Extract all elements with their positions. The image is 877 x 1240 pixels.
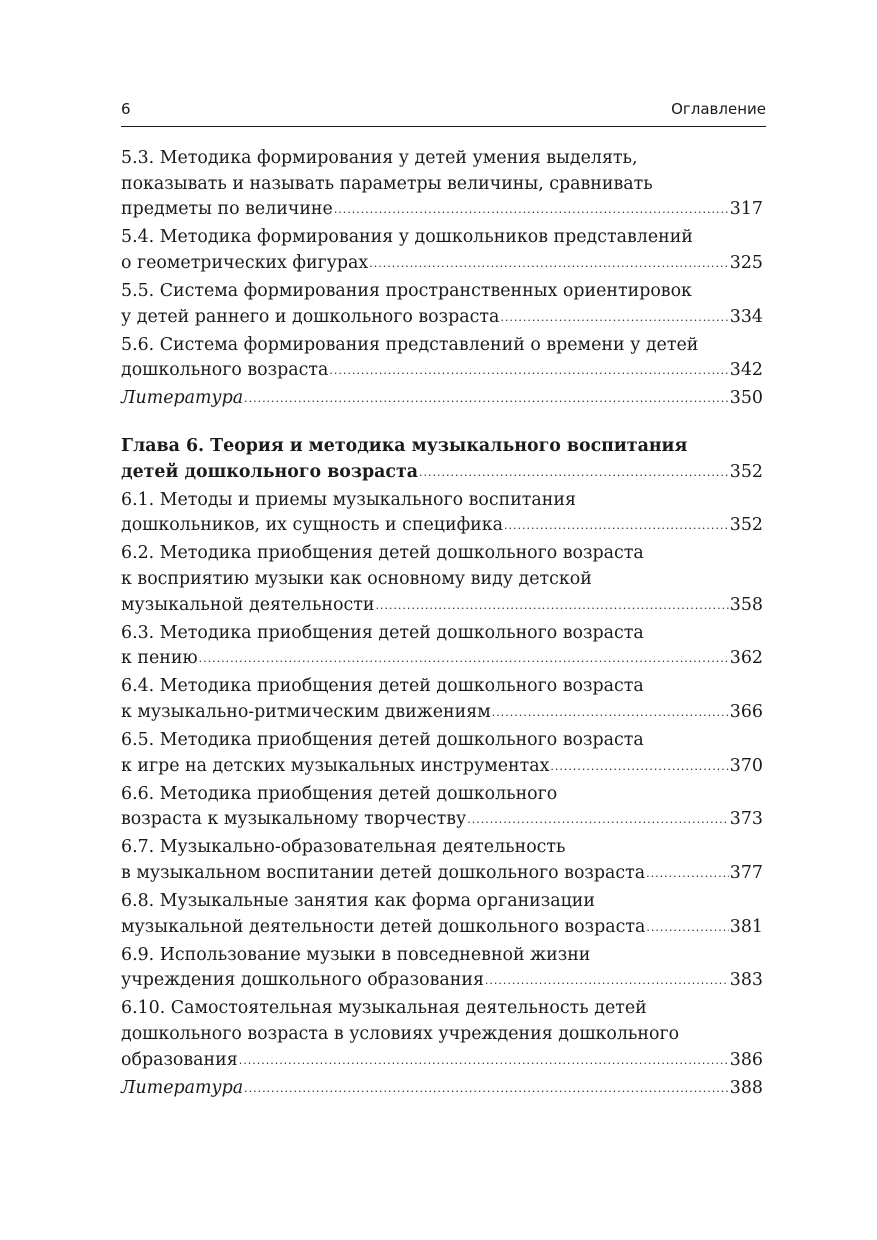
dot-leader <box>492 699 729 726</box>
dot-leader <box>500 304 728 331</box>
toc-entry-6-7[interactable] <box>121 835 763 887</box>
toc-entry-last-line: Литература <box>121 388 244 409</box>
toc-entry-last-line: в музыкальном воспитании детей дошкольного возраста <box>121 862 646 883</box>
toc-entry-line: 6.6. Методика приобщения детей дошкольного <box>121 783 558 804</box>
toc-entry-last-line: учреждения дошкольного образования <box>121 970 484 991</box>
toc-entry-last-line: музыкальной деятельности детей дошкольного возраста <box>121 916 646 937</box>
toc-entry-6-4[interactable] <box>121 674 763 726</box>
toc-entry-line: 5.6. Система формирования представлений о времени у детей <box>121 334 699 355</box>
dot-leader <box>504 512 729 539</box>
toc-entry-line: 6.7. Музыкально-образовательная деятельность <box>121 837 566 858</box>
toc-entry-last-line: дошкольного возраста <box>121 360 329 381</box>
toc-entry-line: 5.5. Система формирования пространственных ориентировок <box>121 280 692 301</box>
dot-leader <box>244 385 729 412</box>
dot-leader <box>199 645 729 672</box>
toc-page-number: 370 <box>729 755 763 776</box>
toc-entry-line: к восприятию музыки как основному виду детской <box>121 568 592 589</box>
toc-page-number: 350 <box>729 388 763 409</box>
toc-entry-last-line: о геометрических фигурах <box>121 252 369 273</box>
running-header <box>121 98 766 127</box>
dot-leader <box>419 459 729 486</box>
toc-entry-last-line: у детей раннего и дошкольного возраста <box>121 306 500 327</box>
toc-page-number: 352 <box>729 461 763 482</box>
toc-entry-line: 5.4. Методика формирования у дошкольников представлений <box>121 227 693 248</box>
dot-leader <box>334 196 729 223</box>
toc-entry-5-4[interactable] <box>121 225 763 277</box>
toc-entry-line: Глава 6. Теория и методика музыкального воспитания <box>121 435 688 456</box>
dot-leader <box>244 1075 729 1102</box>
toc-entry-5-5[interactable] <box>121 279 763 331</box>
toc-page-number: 386 <box>729 1049 763 1070</box>
toc-entry-6-1[interactable] <box>121 488 763 540</box>
toc-entry-5-6[interactable] <box>121 333 763 385</box>
toc-entry-last-line: Литература <box>121 1077 244 1098</box>
dot-leader <box>329 357 728 384</box>
toc-entry-6-2[interactable] <box>121 541 763 619</box>
toc-entry-line: 6.9. Использование музыки в повседневной жизни <box>121 944 591 965</box>
toc-entry-last-line: образования <box>121 1049 238 1070</box>
toc-page-number: 377 <box>729 862 763 883</box>
toc-entry-line: 6.5. Методика приобщения детей дошкольного возраста <box>121 729 644 750</box>
dot-leader <box>485 967 729 994</box>
dot-leader <box>467 806 729 833</box>
toc-entry-literature-5[interactable] <box>121 386 763 413</box>
toc-entry-line: 6.10. Самостоятельная музыкальная деятельность детей <box>121 998 647 1019</box>
running-title: Оглавление <box>671 100 766 118</box>
toc-entry-last-line: предметы по величине <box>121 199 333 220</box>
toc-entry-6-5[interactable] <box>121 728 763 780</box>
toc-entry-chapter-6[interactable] <box>121 434 763 486</box>
toc-page-number: 362 <box>729 648 763 669</box>
toc-page-number: 317 <box>729 199 763 220</box>
toc-page-number: 388 <box>729 1077 763 1098</box>
toc-entry-line: 6.1. Методы и приемы музыкального воспитания <box>121 489 576 510</box>
toc-entry-line: 6.8. Музыкальные занятия как форма организации <box>121 891 595 912</box>
toc-entry-last-line: музыкальной деятельности <box>121 594 375 615</box>
toc-entry-line: 6.4. Методика приобщения детей дошкольного возраста <box>121 676 644 697</box>
toc-entry-line: 5.3. Методика формирования у детей умения выделять, <box>121 148 638 168</box>
toc-entry-6-8[interactable] <box>121 889 763 941</box>
toc-page-number: 366 <box>729 701 763 722</box>
toc-entry-6-9[interactable] <box>121 943 763 995</box>
toc-entry-last-line: к пению <box>121 648 198 669</box>
toc-entry-last-line: детей дошкольного возраста <box>121 461 419 482</box>
toc-entry-line: показывать и называть параметры величины, сравнивать <box>121 173 653 194</box>
toc-entry-6-10[interactable] <box>121 996 763 1074</box>
table-of-contents <box>121 146 763 1104</box>
toc-page-number: 334 <box>729 306 763 327</box>
toc-entry-last-line: возраста к музыкальному творчеству <box>121 809 467 830</box>
toc-entry-last-line: дошкольников, их сущность и специфика <box>121 515 504 536</box>
dot-leader <box>375 592 728 619</box>
toc-entry-6-6[interactable] <box>121 782 763 834</box>
toc-entry-literature-6[interactable] <box>121 1076 763 1103</box>
toc-entry-line: дошкольного возраста в условиях учреждения дошкольного <box>121 1024 680 1044</box>
toc-entry-6-3[interactable] <box>121 621 763 673</box>
toc-entry-last-line: к музыкально-ритмическим движениям <box>121 701 491 722</box>
toc-page-number: 381 <box>729 916 763 937</box>
page-number: 6 <box>121 100 131 118</box>
dot-leader <box>550 753 728 780</box>
dot-leader <box>369 250 729 277</box>
toc-page-number: 373 <box>729 809 763 830</box>
toc-page-number: 325 <box>729 252 763 273</box>
toc-page-number: 342 <box>729 360 763 381</box>
toc-entry-5-3[interactable] <box>121 146 763 224</box>
dot-leader <box>239 1047 729 1074</box>
toc-entry-line: 6.2. Методика приобщения детей дошкольного возраста <box>121 543 644 564</box>
toc-page-number: 383 <box>729 970 763 991</box>
toc-entry-line: 6.3. Методика приобщения детей дошкольного возраста <box>121 622 644 643</box>
toc-page-number: 358 <box>729 594 763 615</box>
toc-page-number: 352 <box>729 515 763 536</box>
toc-entry-last-line: к игре на детских музыкальных инструментах <box>121 755 550 776</box>
dot-leader <box>646 860 729 887</box>
dot-leader <box>646 914 728 941</box>
